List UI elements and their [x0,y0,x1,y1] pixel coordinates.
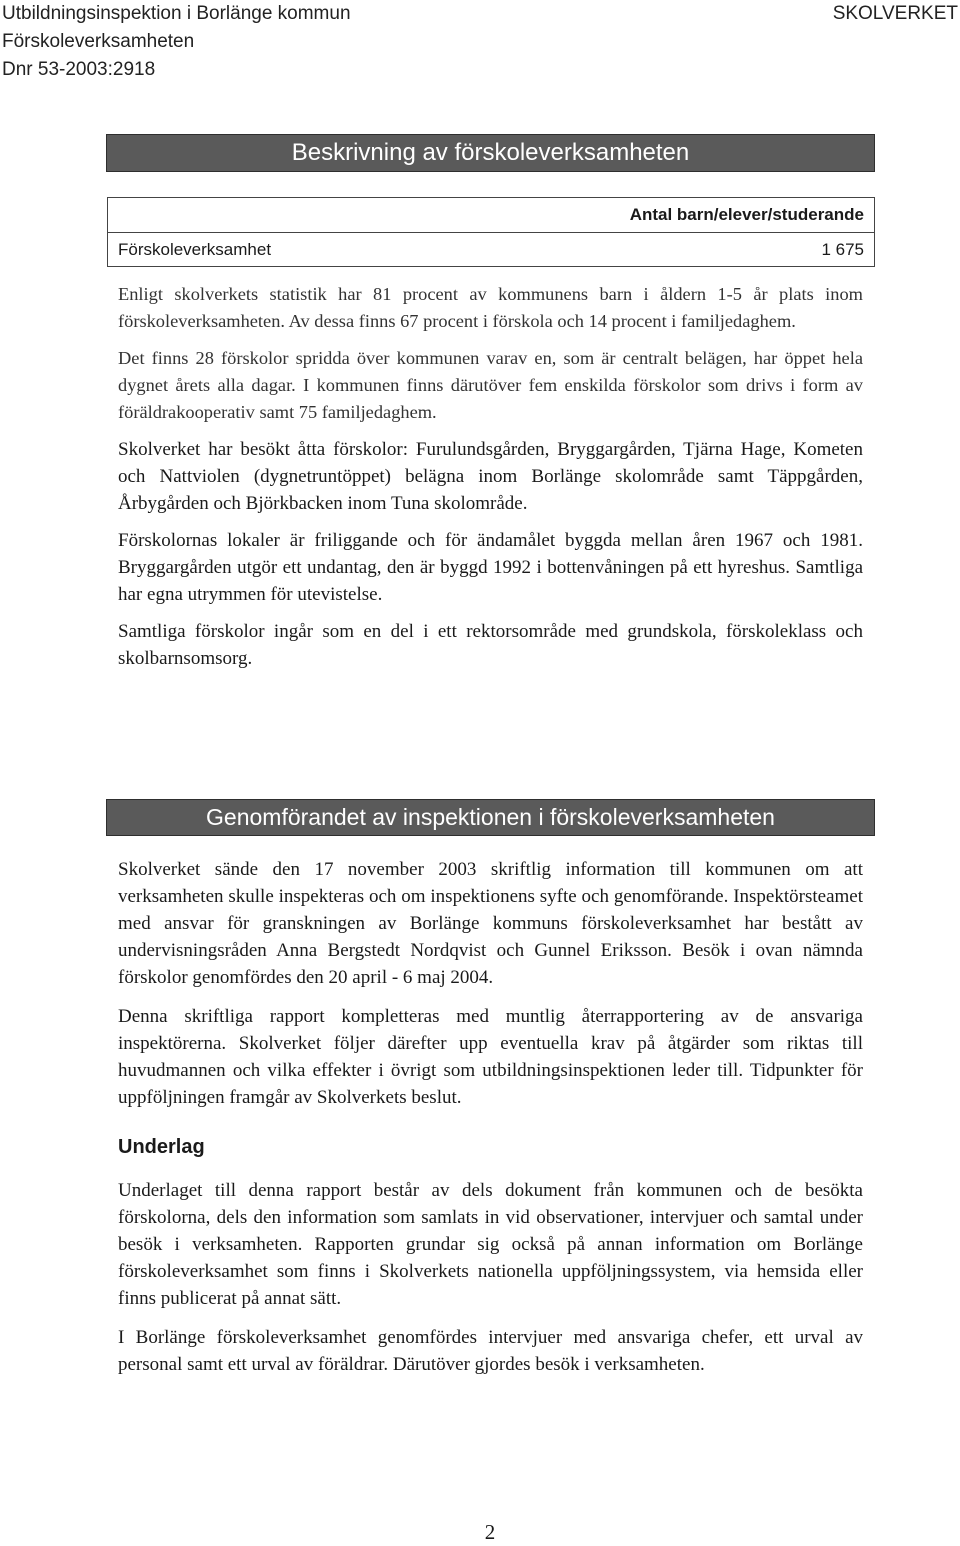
header-line-area: Förskoleverksamheten [2,31,195,52]
table-row-label: Förskoleverksamhet [118,240,272,259]
paragraph: Skolverket sände den 17 november 2003 skriftlig information till kommunen om att verksamheten skulle inspekteras och om inspektionens syfte och genomförande. Inspektörsteamet med ansvar för granskningen av Borlänge kommuns förskoleverksamhet har bestått av undervisningsråden Anna Bergstedt Nordqvist och Gunnel Eriksson. Besök i ovan nämnda förskolor genomfördes den 20 april - 6 maj 2004. [118,859,863,988]
paragraph: Det finns 28 förskolor spridda över kommunen varav en, som är centralt belägen, har öppet hela dygnet årets alla dagar. I kommunen finns därutöver fem enskilda förskolor som drivs i form av föräldrakooperativ samt 75 familjedaghem. [118,348,863,422]
table-row [108,233,874,266]
section-body-genomforandet [118,856,863,1390]
document-header [2,0,351,84]
paragraph: Enligt skolverkets statistik har 81 procent av kommunens barn i åldern 1-5 år plats inom förskoleverksamheten. Av dessa finns 67 procent i förskola och 14 procent i familjedaghem. [118,284,863,331]
section-body-beskrivning [118,281,863,682]
subheading-underlag: Underlag [118,1136,205,1158]
paragraph: Skolverket har besökt åtta förskolor: Furulundsgården, Bryggargården, Tjärna Hage, Kometen och Nattviolen (dygnetruntöppet) belägna inom Borlänge skolområde samt Täppgården, Årbygården och Björkbacken inom Tuna skolområde. [118,439,863,514]
brand-name: SKOLVERKET [832,3,958,24]
paragraph: I Borlänge förskoleverksamhet genomfördes intervjuer med ansvariga chefer, ett urval av personal samt ett urval av föräldrar. Därutöver gjordes besök i verksamheten. [118,1327,863,1375]
paragraph: Underlaget till denna rapport består av dels dokument från kommunen och de besökta förskolorna, dels den information som samlats in vid observationer, intervjuer och samtal under besök i verksamheten. Rapporten grundar sig också på annan information om Borlänge förskoleverksamhet som finns i Skolverkets nationella uppföljningssystem, via hemsida eller finns publicerat på annat sätt. [118,1180,863,1309]
statistics-table [107,197,875,267]
table-column-header: Antal barn/elever/studerande [108,198,874,233]
paragraph: Denna skriftliga rapport kompletteras med muntlig återrapportering av de ansvariga inspektörerna. Skolverket följer därefter upp eventuella krav på åtgärder som riktas till huvudmannen och vilka effekter i övrigt som utbildningsinspektionen leder till. Tidpunkter för uppföljningen framgår av Skolverkets beslut. [118,1006,863,1108]
paragraph: Förskolornas lokaler är friliggande och för ändamålet byggda mellan åren 1967 och 1981. Bryggargården utgör ett undantag, den är byggd 1992 i bottenvåningen på ett hyreshus. Samtliga har egna utrymmen för utevistelse. [118,530,863,605]
section-title-beskrivning: Beskrivning av förskoleverksamheten [106,134,875,172]
section-title-genomforandet: Genomförandet av inspektionen i förskoleverksamheten [106,799,875,836]
header-line-inspection: Utbildningsinspektion i Borlänge kommun [2,3,351,24]
header-line-dnr: Dnr 53-2003:2918 [2,59,156,80]
table-row-value: 1 675 [821,240,864,259]
paragraph: Samtliga förskolor ingår som en del i ett rektorsområde med grundskola, förskoleklass och skolbarnsomsorg. [118,621,863,669]
page-number: 2 [484,1520,496,1544]
